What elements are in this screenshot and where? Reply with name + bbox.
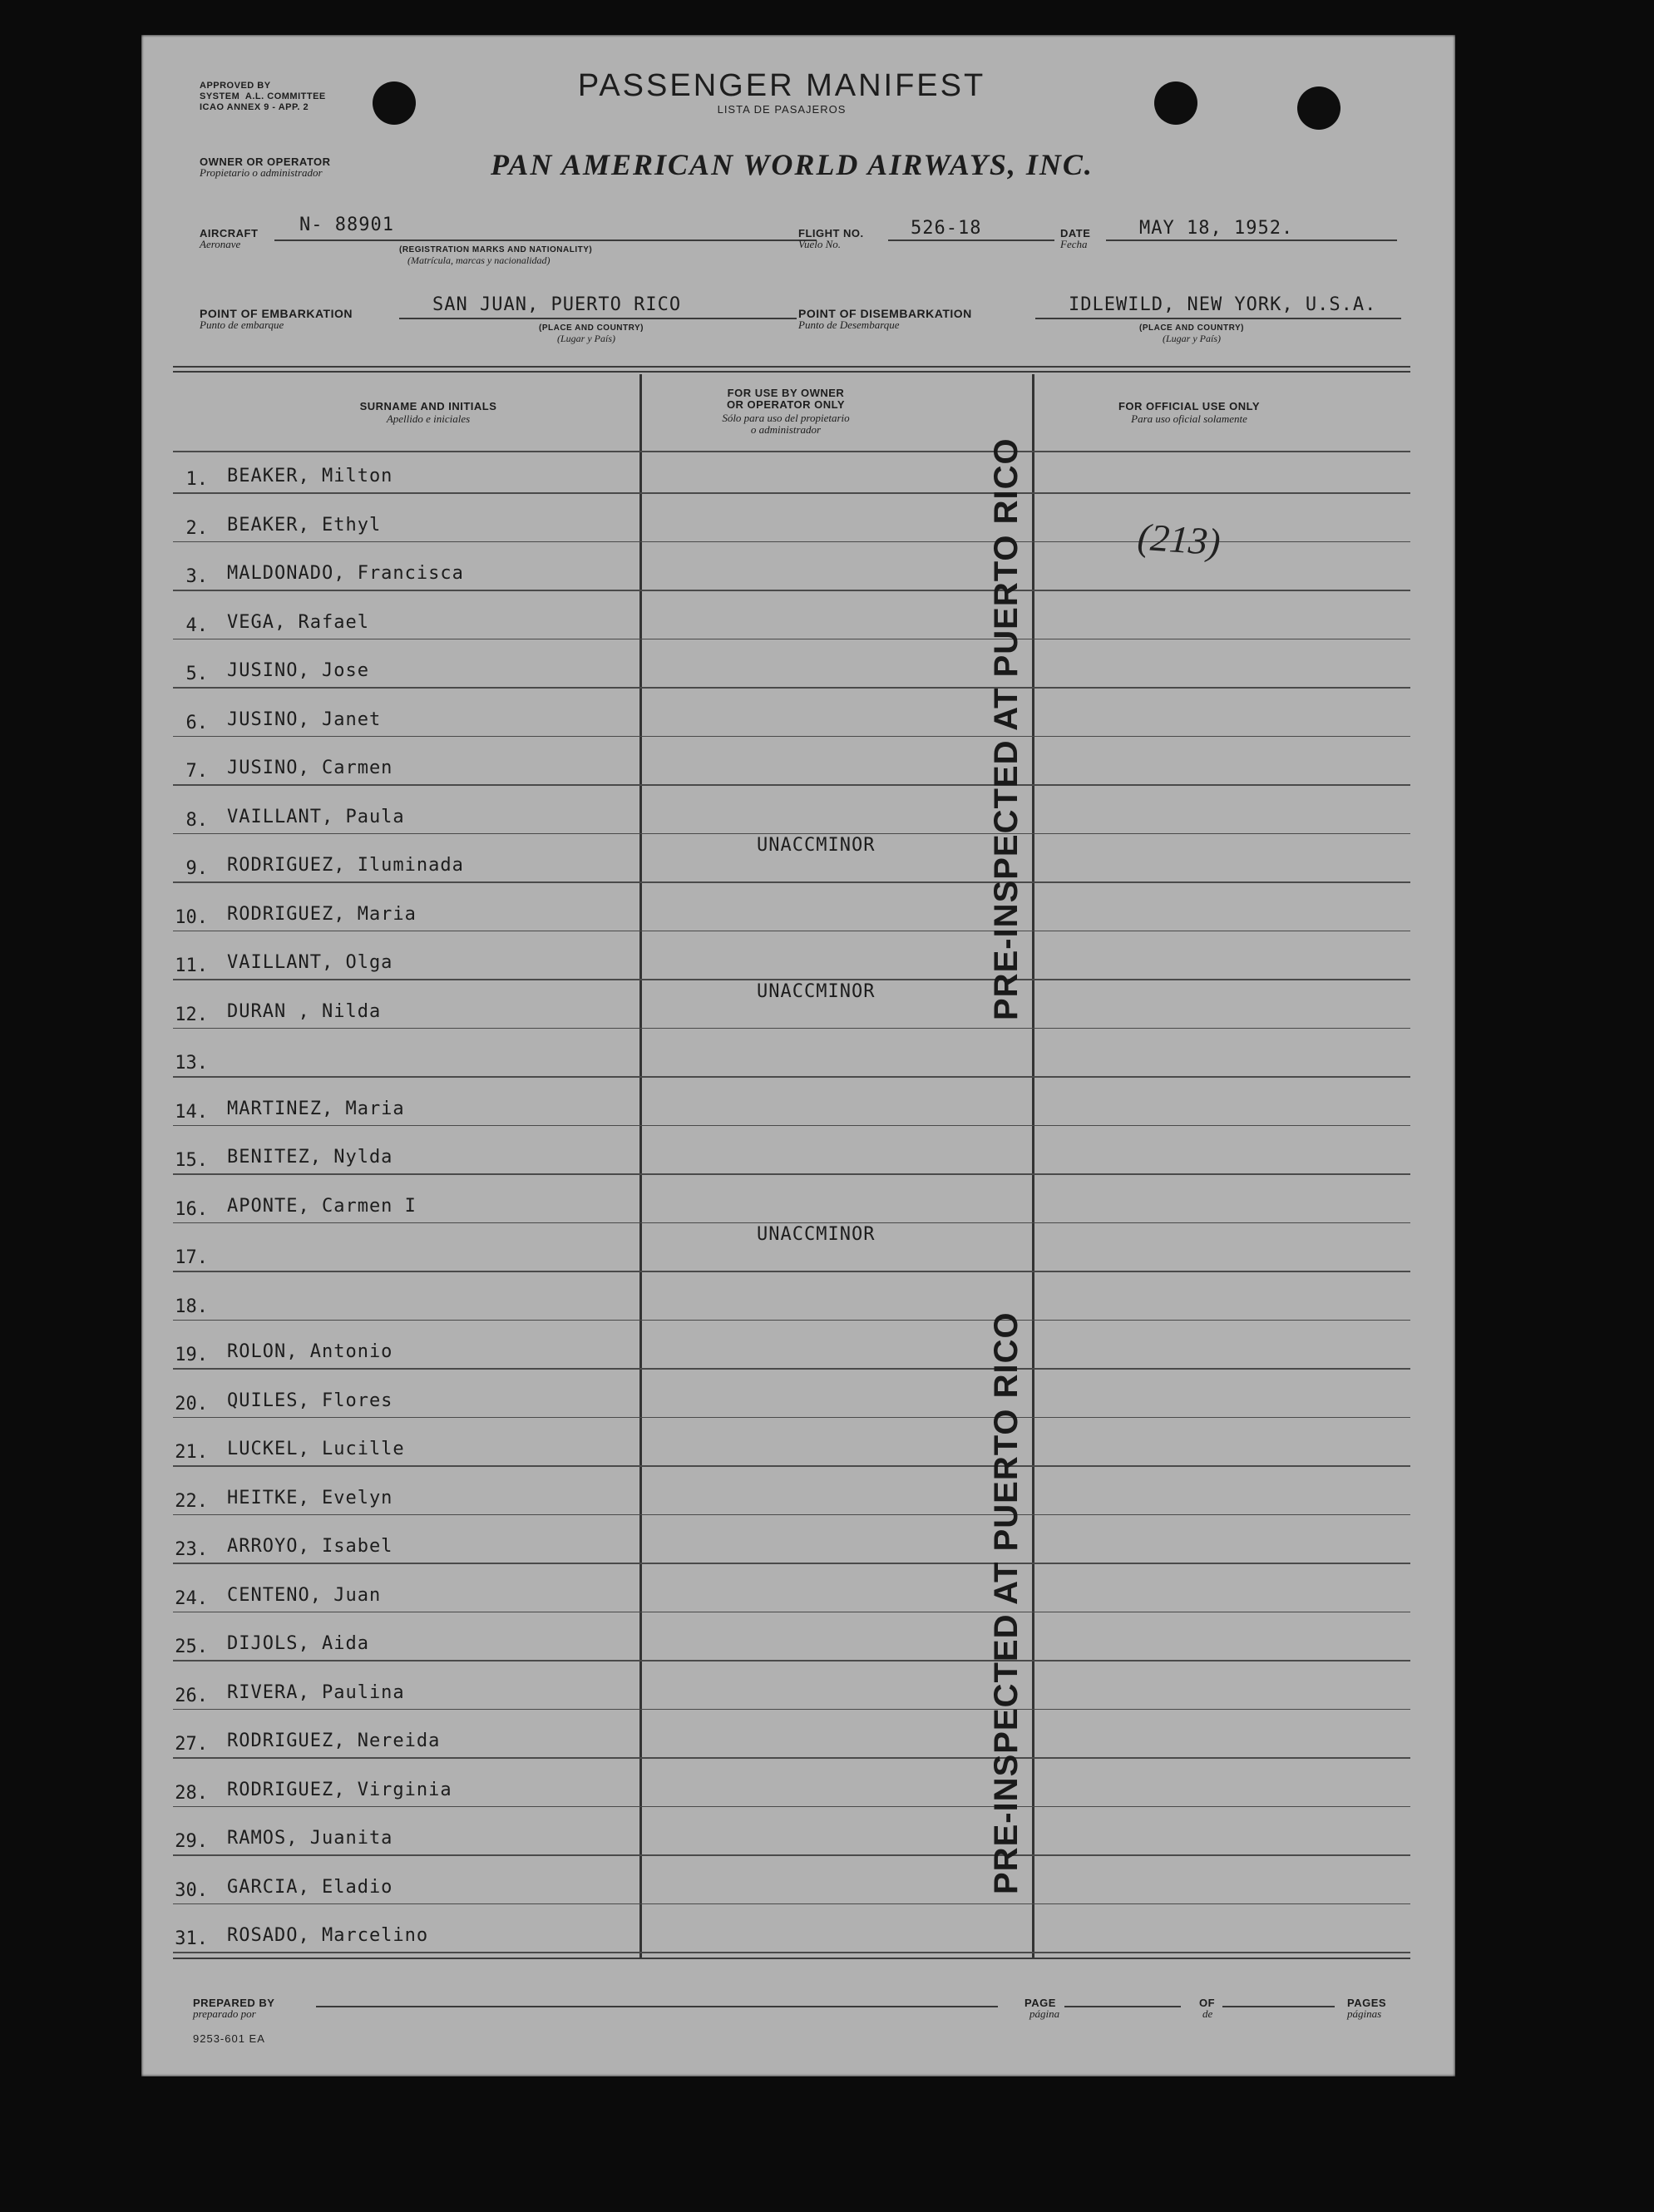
aircraft-label: AIRCRAFT	[200, 227, 259, 239]
handwritten-note: (213)	[1136, 515, 1222, 564]
pages-label: PAGES	[1347, 1997, 1387, 2009]
col-header-surname-es: Apellido e iniciales	[386, 412, 471, 425]
row-rule	[173, 1417, 1410, 1419]
table-bottom-rule	[173, 1958, 1410, 1959]
owner-value: PAN AMERICAN WORLD AIRWAYS, INC.	[491, 148, 1094, 181]
row-rule	[173, 784, 1410, 786]
row-rule	[173, 1612, 1410, 1613]
passenger-name: JUSINO, Jose	[227, 660, 369, 681]
passenger-number: 17.	[175, 1247, 208, 1268]
aircraft-label-es: Aeronave	[200, 238, 241, 250]
flight-label-es: Vuelo No.	[798, 238, 842, 250]
row-rule	[173, 1660, 1410, 1661]
passenger-number: 3.	[185, 566, 208, 587]
row-rule	[173, 639, 1410, 640]
passenger-number: 2.	[185, 517, 208, 539]
passenger-name: DURAN , Nilda	[227, 1000, 382, 1022]
passenger-number: 7.	[185, 761, 208, 782]
row-rule	[173, 1222, 1410, 1224]
passenger-number: 16.	[175, 1198, 208, 1220]
row-rule	[173, 492, 1410, 494]
page-label-es: página	[1029, 2007, 1060, 2020]
passenger-name: APONTE, Carmen I	[227, 1195, 417, 1217]
row-rule	[173, 1709, 1410, 1711]
row-rule	[173, 1320, 1410, 1321]
punch-hole-left	[373, 81, 416, 125]
passenger-name: ARROYO, Isabel	[227, 1536, 393, 1557]
date-label: DATE	[1060, 227, 1091, 239]
passenger-name: VEGA, Rafael	[227, 611, 369, 633]
date-underline	[1106, 239, 1397, 241]
header-rule	[173, 451, 1410, 452]
passenger-number: 25.	[175, 1637, 208, 1657]
flight-value: 526-18	[911, 218, 982, 239]
passenger-number: 14.	[175, 1101, 208, 1123]
page-subtitle: LISTA DE PASAJEROS	[717, 103, 847, 116]
owner-note: UNACCMINOR	[757, 980, 876, 1002]
row-rule	[173, 1806, 1410, 1808]
passenger-name: JUSINO, Janet	[227, 709, 382, 730]
passenger-name: JUSINO, Carmen	[227, 758, 393, 778]
embark-underline	[399, 318, 797, 319]
passenger-name: MARTINEZ, Maria	[227, 1098, 405, 1119]
punch-hole-right-2	[1297, 86, 1340, 130]
stamp-pre-inspected-2: PRE-INSPECTED AT PUERTO RICO	[988, 1311, 1024, 1894]
passenger-number: 13.	[175, 1053, 208, 1074]
approval-note: APPROVED BY SYSTEM A.L. COMMITTEE ICAO ANNEX 9 - APP. 2	[200, 81, 326, 112]
passenger-number: 9.	[185, 858, 208, 879]
col-header-official-es: Para uso oficial solamente	[1131, 412, 1247, 425]
row-rule	[173, 1757, 1410, 1759]
passenger-name: BEAKER, Milton	[227, 466, 393, 486]
row-rule	[173, 1563, 1410, 1564]
passenger-name: GARCIA, Eladio	[227, 1876, 393, 1898]
row-rule	[173, 541, 1410, 543]
passenger-number: 10.	[175, 906, 208, 928]
passenger-number: 30.	[175, 1879, 208, 1901]
owner-note: UNACCMINOR	[757, 835, 876, 856]
date-label-es: Fecha	[1060, 238, 1088, 250]
passenger-number: 28.	[175, 1782, 208, 1804]
passenger-number: 6.	[185, 712, 208, 733]
passenger-number: 4.	[185, 615, 208, 636]
disembark-note: (PLACE AND COUNTRY)	[1139, 323, 1244, 333]
row-rule	[173, 1125, 1410, 1127]
owner-label: OWNER OR OPERATOR	[200, 156, 331, 168]
of-label: OF	[1199, 1997, 1216, 2009]
passenger-name: HEITKE, Evelyn	[227, 1487, 393, 1508]
passenger-number: 11.	[175, 955, 208, 976]
passenger-number: 19.	[175, 1345, 208, 1365]
passenger-name: VAILLANT, Paula	[227, 806, 405, 827]
row-rule	[173, 1368, 1410, 1370]
passenger-name: BENITEZ, Nylda	[227, 1147, 393, 1168]
passenger-number: 5.	[185, 664, 208, 684]
passenger-name: RIVERA, Paulina	[227, 1681, 405, 1703]
passenger-name: RODRIGUEZ, Maria	[227, 903, 417, 925]
row-rule	[173, 1271, 1410, 1272]
punch-hole-right-1	[1154, 81, 1197, 125]
col-header-owner: FOR USE BY OWNER OR OPERATOR ONLY	[726, 387, 846, 411]
passenger-number: 23.	[175, 1539, 208, 1560]
embark-value: SAN JUAN, PUERTO RICO	[432, 294, 682, 315]
row-rule	[173, 687, 1410, 689]
row-rule	[173, 1514, 1410, 1516]
table-top-rule-2	[173, 371, 1410, 373]
embark-note: (PLACE AND COUNTRY)	[539, 323, 644, 333]
passenger-number: 22.	[175, 1490, 208, 1512]
passenger-name: RAMOS, Juanita	[227, 1828, 393, 1849]
passenger-name: QUILES, Flores	[227, 1390, 393, 1411]
prepared-underline	[316, 2006, 998, 2007]
prepared-label-es: preparado por	[193, 2007, 256, 2020]
row-rule	[173, 1465, 1410, 1467]
of-label-es: de	[1202, 2007, 1213, 2020]
stamp-pre-inspected-1: PRE-INSPECTED AT PUERTO RICO	[988, 437, 1024, 1020]
passenger-number: 21.	[175, 1442, 208, 1463]
page-title: PASSENGER MANIFEST	[577, 68, 986, 103]
row-rule	[173, 931, 1410, 932]
passenger-name: RODRIGUEZ, Nereida	[227, 1731, 441, 1751]
aircraft-note-es: (Matrícula, marcas y nacionalidad)	[407, 254, 551, 266]
page-label: PAGE	[1024, 1997, 1056, 2009]
row-rule	[173, 1952, 1410, 1953]
col-header-surname: SURNAME AND INITIALS	[359, 400, 497, 412]
passenger-name: MALDONADO, Francisca	[227, 563, 464, 584]
row-rule	[173, 590, 1410, 591]
prepared-label: PREPARED BY	[193, 1997, 275, 2009]
flight-label: FLIGHT NO.	[798, 227, 864, 239]
pages-label-es: páginas	[1347, 2007, 1382, 2020]
embark-note-es: (Lugar y País)	[557, 333, 615, 344]
passenger-number: 24.	[175, 1587, 208, 1609]
table-top-rule	[173, 366, 1410, 368]
passenger-number: 29.	[175, 1831, 208, 1852]
passenger-name: ROSADO, Marcelino	[227, 1925, 429, 1946]
col-divider-2	[1032, 374, 1034, 1958]
aircraft-note: (REGISTRATION MARKS AND NATIONALITY)	[399, 245, 593, 254]
passenger-number: 18.	[175, 1296, 208, 1317]
page-underline	[1064, 2006, 1181, 2007]
row-rule	[173, 1028, 1410, 1029]
passenger-number: 31.	[175, 1928, 208, 1949]
passenger-name: CENTENO, Juan	[227, 1584, 382, 1606]
passenger-number: 26.	[175, 1685, 208, 1706]
passenger-number: 15.	[175, 1150, 208, 1171]
form-number: 9253-601 EA	[193, 2032, 265, 2045]
manifest-sheet	[141, 35, 1455, 2076]
col-header-official: FOR OFFICIAL USE ONLY	[1118, 400, 1261, 412]
row-rule	[173, 979, 1410, 980]
aircraft-underline	[274, 239, 817, 241]
owner-label-es: Propietario o administrador	[200, 166, 323, 179]
row-rule	[173, 736, 1410, 738]
passenger-name: VAILLANT, Olga	[227, 952, 393, 973]
owner-note: UNACCMINOR	[757, 1224, 876, 1245]
passenger-name: DIJOLS, Aida	[227, 1633, 369, 1654]
passenger-number: 8.	[185, 809, 208, 831]
passenger-name: RODRIGUEZ, Iluminada	[227, 855, 464, 876]
passenger-name: ROLON, Antonio	[227, 1341, 393, 1362]
passenger-number: 27.	[175, 1734, 208, 1755]
disembark-label: POINT OF DISEMBARKATION	[798, 307, 972, 320]
col-divider-1	[639, 374, 642, 1958]
passenger-name: RODRIGUEZ, Virginia	[227, 1779, 452, 1800]
passenger-number: 20.	[175, 1393, 208, 1415]
of-underline	[1222, 2006, 1335, 2007]
row-rule	[173, 833, 1410, 835]
row-rule	[173, 1076, 1410, 1078]
col-header-owner-es: Sólo para uso del propietario o administrador	[722, 412, 850, 436]
date-value: MAY 18, 1952.	[1139, 218, 1294, 239]
row-rule	[173, 1903, 1410, 1905]
passenger-number: 1.	[185, 469, 208, 490]
embark-label-es: Punto de embarque	[200, 318, 284, 331]
aircraft-value: N- 88901	[299, 215, 394, 235]
passenger-number: 12.	[175, 1004, 208, 1025]
disembark-underline	[1035, 318, 1401, 319]
row-rule	[173, 1854, 1410, 1856]
passenger-name: BEAKER, Ethyl	[227, 514, 382, 536]
flight-underline	[888, 239, 1054, 241]
row-rule	[173, 881, 1410, 883]
passenger-name: LUCKEL, Lucille	[227, 1439, 405, 1459]
disembark-value: IDLEWILD, NEW YORK, U.S.A.	[1069, 294, 1377, 315]
disembark-note-es: (Lugar y País)	[1163, 333, 1221, 344]
row-rule	[173, 1173, 1410, 1175]
disembark-label-es: Punto de Desembarque	[798, 318, 900, 331]
embark-label: POINT OF EMBARKATION	[200, 307, 353, 320]
